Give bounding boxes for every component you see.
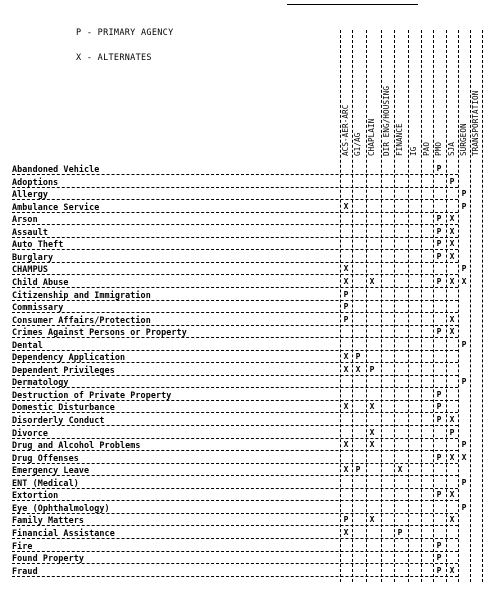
alternate-mark: X [343,364,349,374]
primary-mark: P [449,427,455,437]
alternate-mark: X [449,314,455,324]
row-label: Adoptions [12,176,59,187]
row-label: Fire [12,540,33,551]
row-label: Dependent Privileges [12,364,115,375]
row-rule [12,350,458,351]
row-rule [12,412,458,413]
primary-mark: P [397,527,403,537]
row-label: Fraud [12,565,38,576]
primary-mark: P [436,452,442,462]
row-rule [12,325,458,326]
alternate-mark: X [369,402,375,412]
row-rule [12,337,458,338]
primary-mark: P [449,176,455,186]
primary-mark: P [436,565,442,575]
alternate-mark: X [461,452,467,462]
primary-mark: P [343,289,349,299]
primary-mark: P [369,364,375,374]
row-label: Domestic Disturbance [12,402,115,413]
row-rule [12,513,458,514]
column-header: SJA [447,141,456,156]
alternate-mark: X [343,264,349,274]
primary-mark: P [436,239,442,249]
column-header: SURGEON [459,123,468,156]
column-header: CHAPLAIN [367,118,376,156]
row-rule [12,563,458,564]
alternate-mark: X [449,515,455,525]
row-label: ENT (Medical) [12,477,79,488]
alternate-mark: X [355,364,361,374]
row-label: Arson [12,214,38,225]
row-label: Child Abuse [12,276,69,287]
alternate-mark: X [343,276,349,286]
row-label: Drug Offenses [12,452,79,463]
primary-mark: P [461,189,467,199]
column-header: DIR ENG/HOUSING [382,85,391,156]
row-rule [12,199,458,200]
primary-mark: P [461,477,467,487]
alternate-mark: X [449,214,455,224]
column-header: TRANSPORTATION [471,90,480,156]
row-label: Destruction of Private Property [12,389,172,400]
primary-mark: P [436,402,442,412]
row-rule [12,438,458,439]
column-divider [446,30,447,582]
row-rule [12,425,458,426]
row-rule [12,450,458,451]
row-rule [12,488,458,489]
column-divider [394,30,395,582]
alternate-mark: X [369,276,375,286]
row-label: Disorderly Conduct [12,415,105,425]
column-header: PMO [434,141,443,156]
row-rule [12,300,458,301]
primary-mark: P [355,352,361,362]
row-rule [12,362,458,363]
primary-mark: P [436,389,442,399]
column-divider [421,30,422,582]
row-label: Abandoned Vehicle [12,164,100,174]
row-label: Auto Theft [12,239,64,250]
row-rule [12,375,458,376]
row-label: Consumer Affairs/Protection [12,314,151,325]
row-rule [12,212,458,213]
row-label: Commissary [12,302,64,313]
row-rule [12,249,458,250]
primary-mark: P [436,276,442,286]
primary-mark: P [461,502,467,512]
row-rule [12,262,458,263]
row-label: Burglary [12,251,54,262]
alternate-mark: X [449,276,455,286]
row-rule [12,576,458,577]
row-rule [12,287,458,288]
primary-mark: P [436,251,442,261]
alternate-mark: X [449,226,455,236]
alternate-mark: X [343,352,349,362]
row-label: Crimes Against Persons or Property [12,327,187,338]
alternate-mark: X [343,527,349,537]
column-divider [366,30,367,582]
row-label: Financial Assistance [12,527,115,538]
alternate-mark: X [369,440,375,450]
row-label: Emergency Leave [12,465,90,476]
row-rule [12,387,458,388]
primary-mark: P [436,327,442,337]
row-rule [12,224,458,225]
primary-mark: P [436,490,442,500]
alternate-mark: X [461,276,467,286]
column-divider [470,30,471,582]
top-rule [287,4,418,5]
row-label: Dependency Application [12,352,126,363]
column-header: PAO [422,141,431,156]
column-divider [381,30,382,582]
row-label: Extortion [12,490,59,501]
primary-mark: P [343,515,349,525]
row-rule [12,174,458,175]
alternate-mark: X [369,427,375,437]
alternate-mark: X [449,251,455,261]
alternate-mark: X [449,565,455,575]
primary-mark: P [461,440,467,450]
alternate-mark: X [449,490,455,500]
column-divider [352,30,353,582]
alternate-mark: X [343,440,349,450]
primary-mark: P [343,302,349,312]
row-rule [12,538,458,539]
row-label: Eye (Ophthalmology) [12,502,110,513]
column-divider [482,30,483,582]
alternate-mark: X [343,402,349,412]
column-header: FINANCE [395,123,404,156]
primary-mark: P [436,226,442,236]
row-rule [12,237,458,238]
primary-mark: P [461,201,467,211]
alternate-mark: X [369,515,375,525]
row-rule [12,525,458,526]
row-rule [12,274,458,275]
primary-mark: P [436,553,442,563]
primary-mark: P [461,264,467,274]
row-rule [12,463,458,464]
legend-alternates: X - ALTERNATES [76,53,152,63]
row-label: Allergy [12,189,48,200]
alternate-mark: X [449,452,455,462]
row-label: Family Matters [12,515,84,526]
row-rule [12,400,458,401]
row-label: Found Property [12,553,84,564]
primary-mark: P [436,415,442,424]
row-label: Citizenship and Immigration [12,289,151,300]
row-label: Drug and Alcohol Problems [12,440,141,451]
primary-mark: P [355,465,361,475]
primary-mark: P [436,164,442,173]
column-divider [433,30,434,582]
row-label: Divorce [12,427,48,438]
row-label: Assault [12,226,48,237]
row-rule [12,500,458,501]
row-rule [12,187,458,188]
primary-mark: P [461,339,467,349]
column-divider [408,30,409,582]
row-label: Dermatology [12,377,69,388]
row-rule [12,475,458,476]
primary-mark: P [436,214,442,224]
row-label: CHAMPUS [12,264,48,275]
alternate-mark: X [449,415,455,424]
row-label: Ambulance Service [12,201,100,212]
alternate-mark: X [343,465,349,475]
column-header: ACS-AER-ARC [341,104,350,156]
primary-mark: P [461,377,467,387]
row-rule [12,551,458,552]
alternate-mark: X [397,465,403,475]
column-header: G1/AG [353,132,362,156]
primary-mark: P [436,540,442,550]
alternate-mark: X [343,201,349,211]
primary-mark: P [343,314,349,324]
row-label: Dental [12,339,43,350]
column-divider [458,30,459,582]
column-header: IG [409,146,418,156]
legend-primary: P - PRIMARY AGENCY [76,28,174,38]
row-rule [12,312,458,313]
column-divider [340,30,341,582]
alternate-mark: X [449,239,455,249]
alternate-mark: X [449,327,455,337]
